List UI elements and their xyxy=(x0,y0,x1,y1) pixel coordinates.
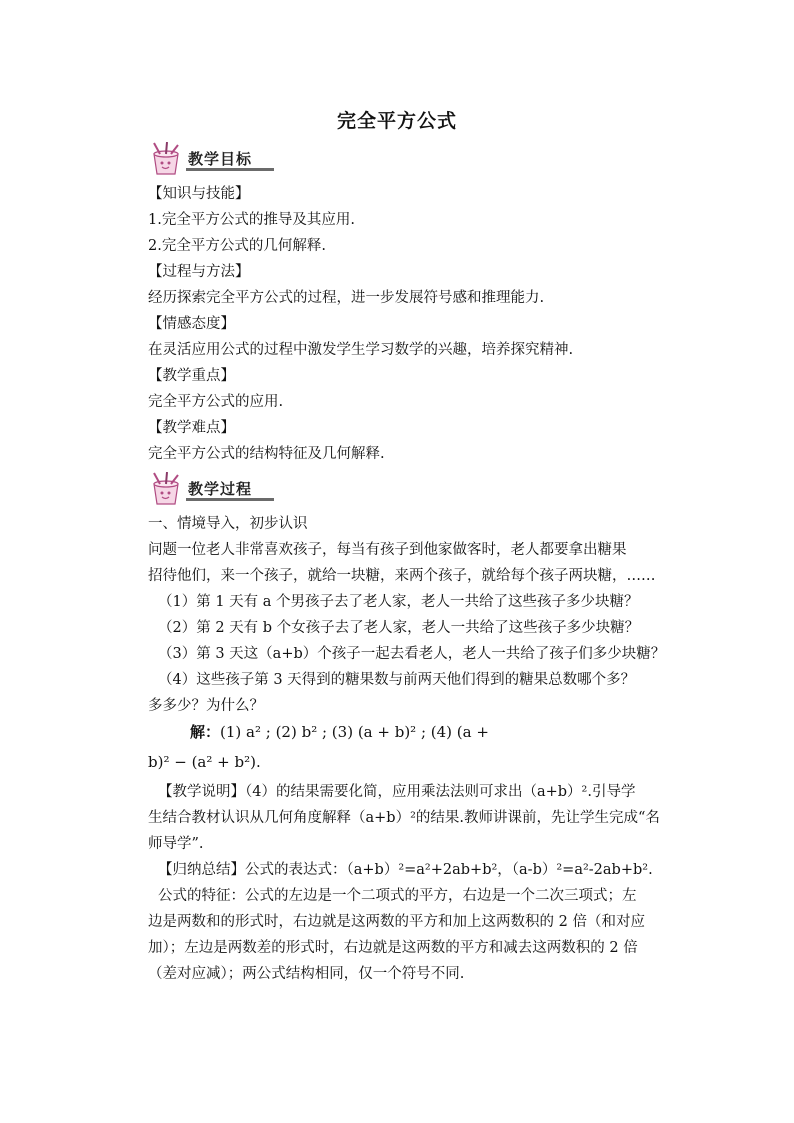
question-2: （2）第 2 天有 b 个女孩子去了老人家，老人一共给了这些孩子多少块糖？ xyxy=(158,620,640,636)
page-title: 完全平方公式 xyxy=(336,110,457,132)
emotion-text: 在灵活应用公式的过程中激发学生学习数学的兴趣，培养探究精神. xyxy=(148,342,574,358)
question-3: （3）第 3 天这（a+b）个孩子一起去看老人，老人一共给了孩子们多少块糖？ xyxy=(158,646,666,662)
method-text: 经历探索完全平方公式的过程，进一步发展符号感和推理能力. xyxy=(148,290,545,306)
step1-title: 一、情境导入，初步认识 xyxy=(148,516,308,532)
teaching-note-line-1: 【教学说明】（4）的结果需要化简，应用乘法法则可求出（a+b）².引导学 xyxy=(158,784,636,800)
answer-prefix: 解： xyxy=(190,723,221,741)
difficulty-label: 【教学难点】 xyxy=(148,420,235,436)
section-header-underline xyxy=(186,168,274,171)
question-1: （1）第 1 天有 a 个男孩子去了老人家，老人一共给了这些孩子多少块糖？ xyxy=(158,594,639,610)
knowledge-item-1: 1.完全平方公式的推导及其应用. xyxy=(148,212,355,228)
answer-line-2: b)² − (a² + b²). xyxy=(148,753,261,771)
method-label: 【过程与方法】 xyxy=(148,264,250,280)
section-header-underline xyxy=(186,498,274,501)
section-header-objectives xyxy=(148,142,278,176)
feature-line-3: 加）；左边是两数差的形式时，右边就是这两数的平方和减去这两数积的 2 倍 xyxy=(148,940,638,956)
difficulty-text: 完全平方公式的结构特征及几何解释. xyxy=(148,446,385,462)
pencil-cup-icon xyxy=(148,472,188,506)
question-4-line-1: （4）这些孩子第 3 天得到的糖果数与前两天他们得到的糖果总数哪个多？ xyxy=(158,672,636,688)
question-4-line-2: 多多少？为什么？ xyxy=(148,698,264,714)
feature-line-2: 边是两数和的形式时，右边就是这两数的平方和加上这两数积的 2 倍（和对应 xyxy=(148,914,645,930)
answer-line-1 xyxy=(190,722,730,742)
feature-line-4: （差对应减）；两公式结构相同，仅一个符号不同. xyxy=(148,966,465,982)
knowledge-item-2: 2.完全平方公式的几何解释. xyxy=(148,238,326,254)
teaching-note-line-3: 师导学”. xyxy=(148,836,204,852)
section-header-label: 教学过程 xyxy=(188,480,253,498)
knowledge-label: 【知识与技能】 xyxy=(148,186,250,202)
section-header-process xyxy=(148,472,278,506)
problem-line-2: 招待他们，来一个孩子，就给一块糖，来两个孩子，就给每个孩子两块糖，…… xyxy=(148,568,656,584)
key-point-text: 完全平方公式的应用. xyxy=(148,394,284,410)
problem-text: 问题一位老人非常喜欢孩子，每当有孩子到他家做客时，老人都要拿出糖果 xyxy=(148,542,627,558)
answer-formula-1: (1) a² ; (2) b² ; (3) (a + b)² ; (4) (a + xyxy=(220,723,489,741)
pencil-cup-icon xyxy=(148,142,188,176)
emotion-label: 【情感态度】 xyxy=(148,316,235,332)
problem-line-1 xyxy=(148,540,688,560)
section-header-label: 教学目标 xyxy=(188,150,253,168)
key-point-label: 【教学重点】 xyxy=(148,368,235,384)
feature-line-1: 公式的特征：公式的左边是一个二项式的平方，右边是一个二次三项式；左 xyxy=(158,888,637,904)
summary-line: 【归纳总结】公式的表达式：（a+b）²=a²+2ab+b²，（a-b）²=a²-2ab+b². xyxy=(158,862,653,878)
teaching-note-line-2: 生结合教材认识从几何角度解释（a+b）²的结果.教师讲课前，先让学生完成“名 xyxy=(148,810,660,826)
